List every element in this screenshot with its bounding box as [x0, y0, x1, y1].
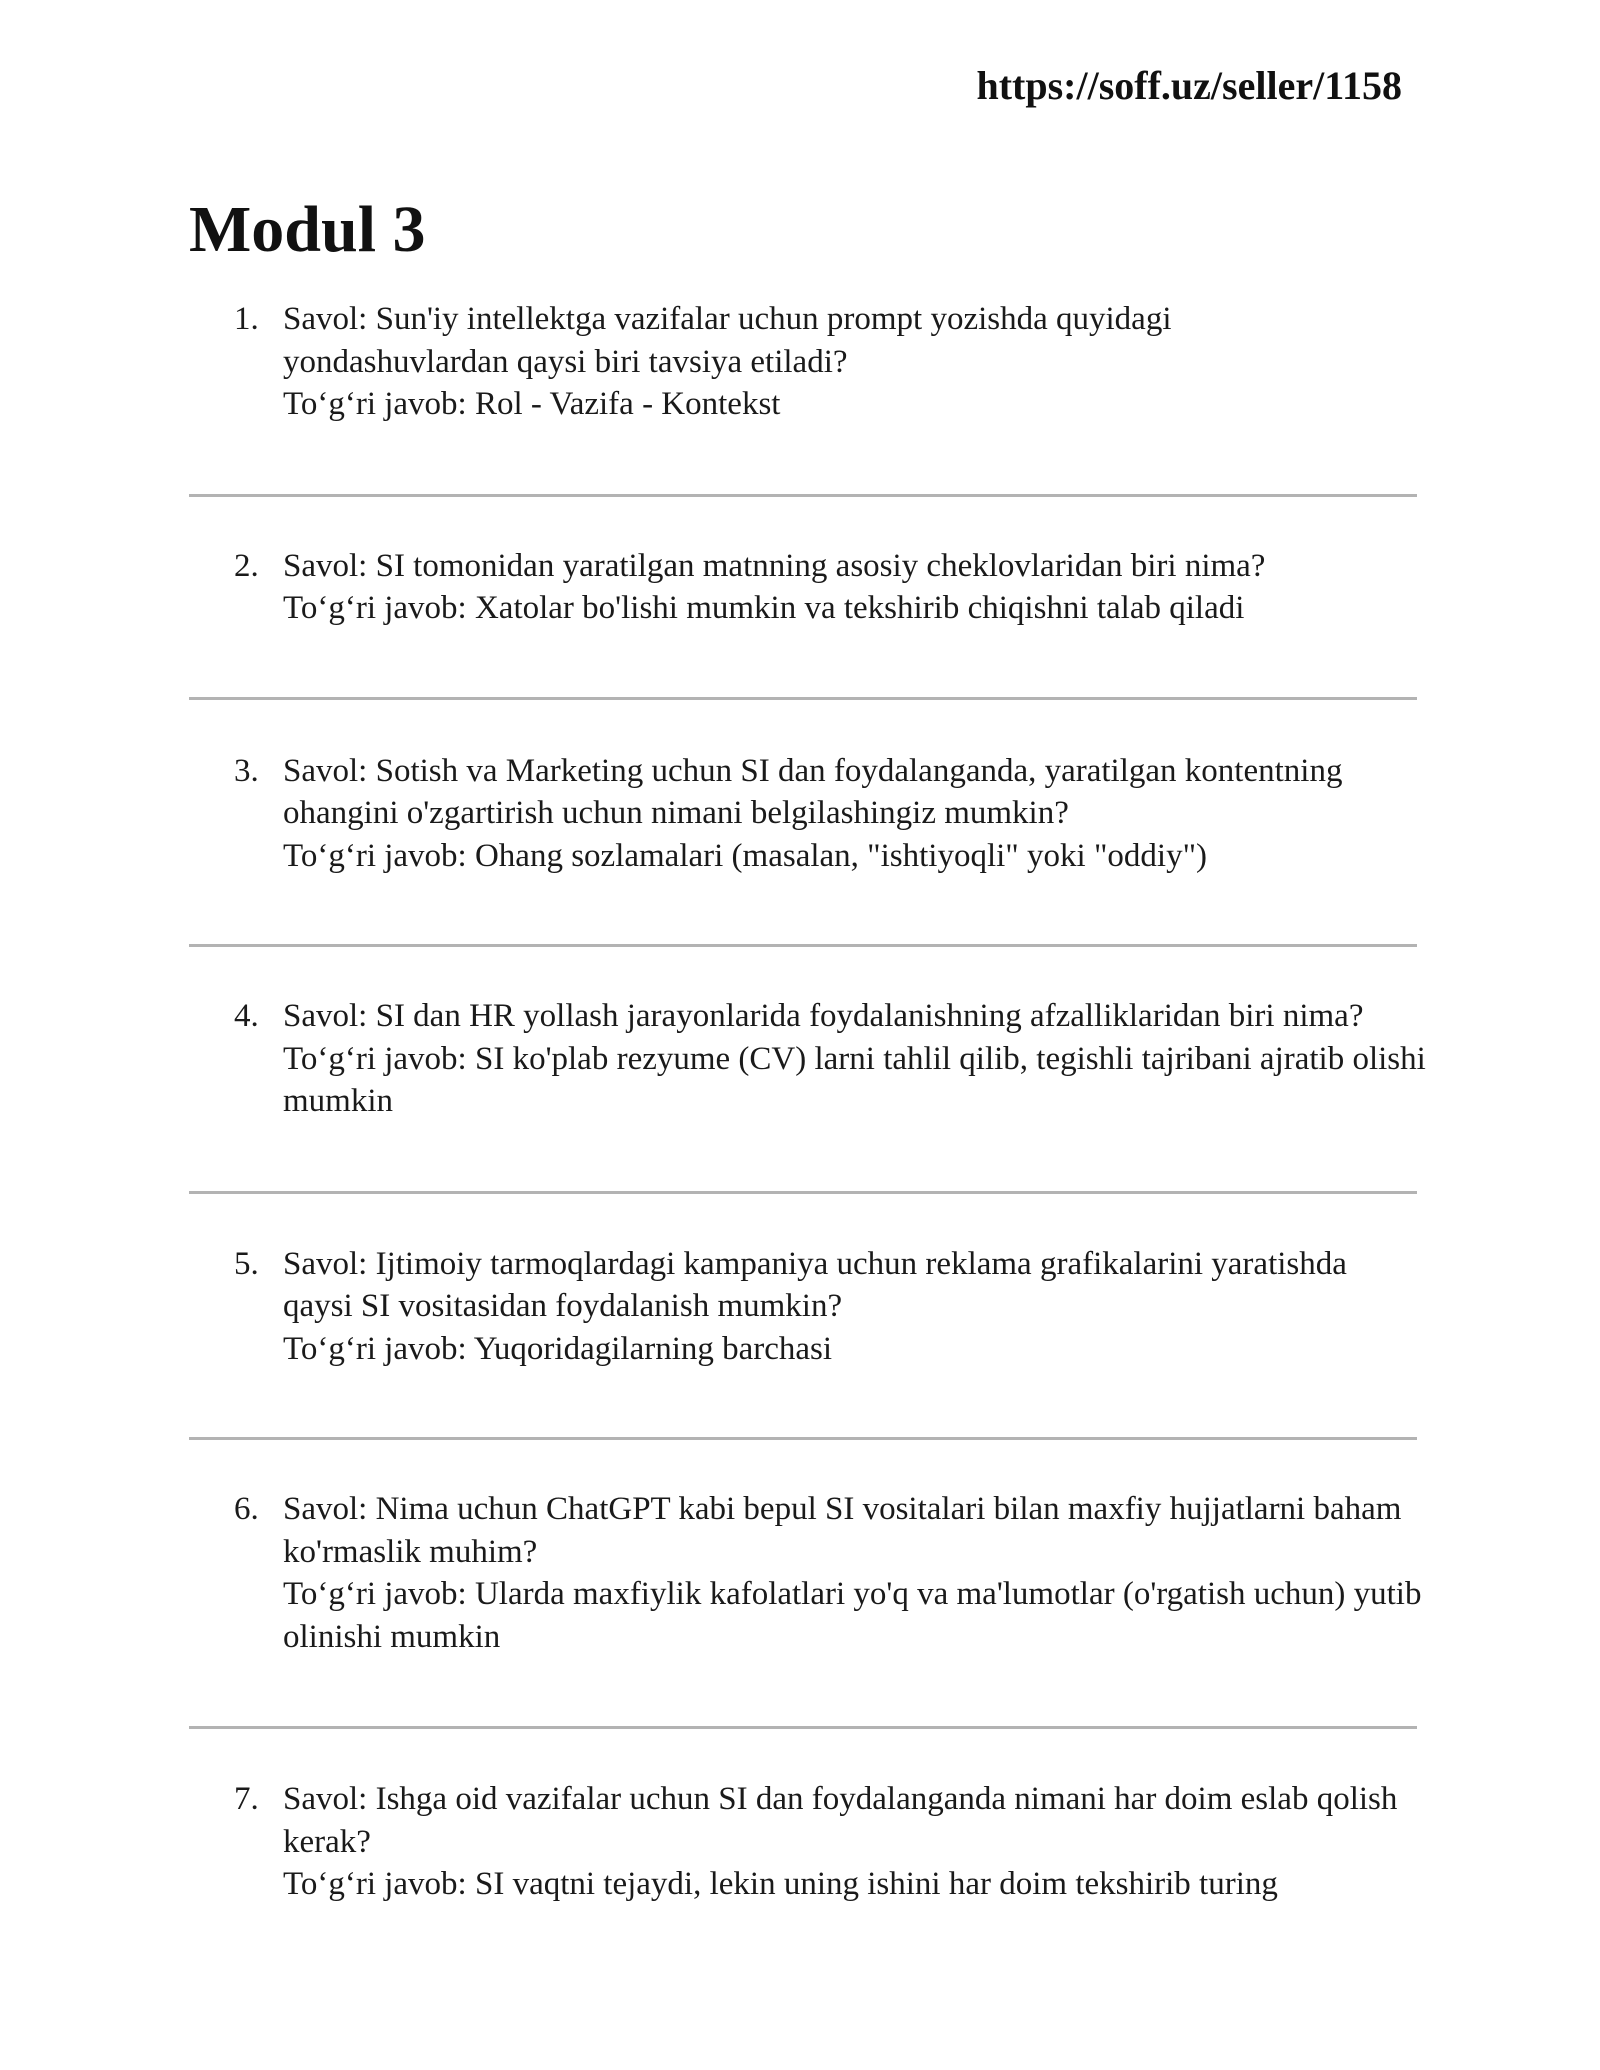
- answer-text: To‘g‘ri javob: Rol - Vazifa - Kontekst: [283, 386, 781, 422]
- item-number: 1.: [234, 301, 259, 337]
- question-text: Savol: SI dan HR yollash jarayonlarida foydalanishning afzalliklaridan biri nima?: [283, 998, 1364, 1034]
- divider: [189, 1191, 1417, 1194]
- answer-text: To‘g‘ri javob: Yuqoridagilarning barchasi: [283, 1330, 833, 1367]
- divider: [189, 494, 1417, 497]
- qa-item-4: [189, 995, 1488, 1123]
- question-text: Savol: SI tomonidan yaratilgan matnning asosiy cheklovlaridan biri nima?: [283, 547, 1266, 584]
- question-text: Savol: Nima uchun ChatGPT kabi bepul SI vositalari bilan maxfiy hujjatlarni baham ko'rmaslik muhim?: [283, 1491, 1402, 1570]
- page-title: Modul 3: [189, 193, 426, 266]
- question-text: Savol: Ishga oid vazifalar uchun SI dan foydalanganda nimani har doim eslab qolish kerak?: [283, 1781, 1398, 1860]
- item-number: 5.: [234, 1245, 259, 1282]
- divider: [189, 1726, 1417, 1729]
- qa-item-7: [189, 1778, 1493, 1906]
- qa-item-5: [189, 1243, 1423, 1371]
- item-number: 4.: [234, 998, 259, 1034]
- answer-text: To‘g‘ri javob: SI ko'plab rezyume (CV) larni tahlil qilib, tegishli tajribani ajratib olishi mumkin: [283, 1040, 1426, 1119]
- answer-text: To‘g‘ri javob: Ohang sozlamalari (masalan, "ishtiyoqli" yoki "oddiy"): [283, 837, 1208, 874]
- qa-item-2: [189, 545, 1511, 630]
- divider: [189, 1437, 1417, 1440]
- question-text: Savol: Ijtimoiy tarmoqlardagi kampaniya uchun reklama grafikalarini yaratishda qaysi SI vositasidan foydalanish mumkin?: [283, 1245, 1347, 1324]
- item-number: 2.: [234, 547, 259, 584]
- answer-text: To‘g‘ri javob: Xatolar bo'lishi mumkin va tekshirib chiqishni talab qiladi: [283, 590, 1245, 626]
- source-url[interactable]: https://soff.uz/seller/1158: [976, 63, 1402, 108]
- answer-text: To‘g‘ri javob: Ularda maxfiylik kafolatlari yo'q va ma'lumotlar (o'rgatish uchun) yutib olinishi mumkin: [283, 1576, 1422, 1655]
- item-number: 3.: [234, 752, 259, 789]
- question-text: Savol: Sun'iy intellektga vazifalar uchun prompt yozishda quyidagi yondashuvlardan qaysi biri tavsiya etiladi?: [283, 301, 1172, 380]
- divider: [189, 944, 1417, 947]
- item-number: 6.: [234, 1491, 259, 1527]
- qa-item-3: [189, 750, 1433, 878]
- question-text: Savol: Sotish va Marketing uchun SI dan foydalanganda, yaratilgan kontentning ohangini o'zgartirish uchun nimani belgilashingiz mumkin?: [283, 752, 1343, 831]
- answer-text: To‘g‘ri javob: SI vaqtni tejaydi, lekin uning ishini har doim tekshirib turing: [283, 1866, 1278, 1902]
- qa-item-1: [189, 298, 1393, 426]
- qa-item-6: [189, 1488, 1443, 1658]
- divider: [189, 697, 1417, 700]
- qa-list: [189, 298, 1426, 1906]
- item-number: 7.: [234, 1781, 259, 1817]
